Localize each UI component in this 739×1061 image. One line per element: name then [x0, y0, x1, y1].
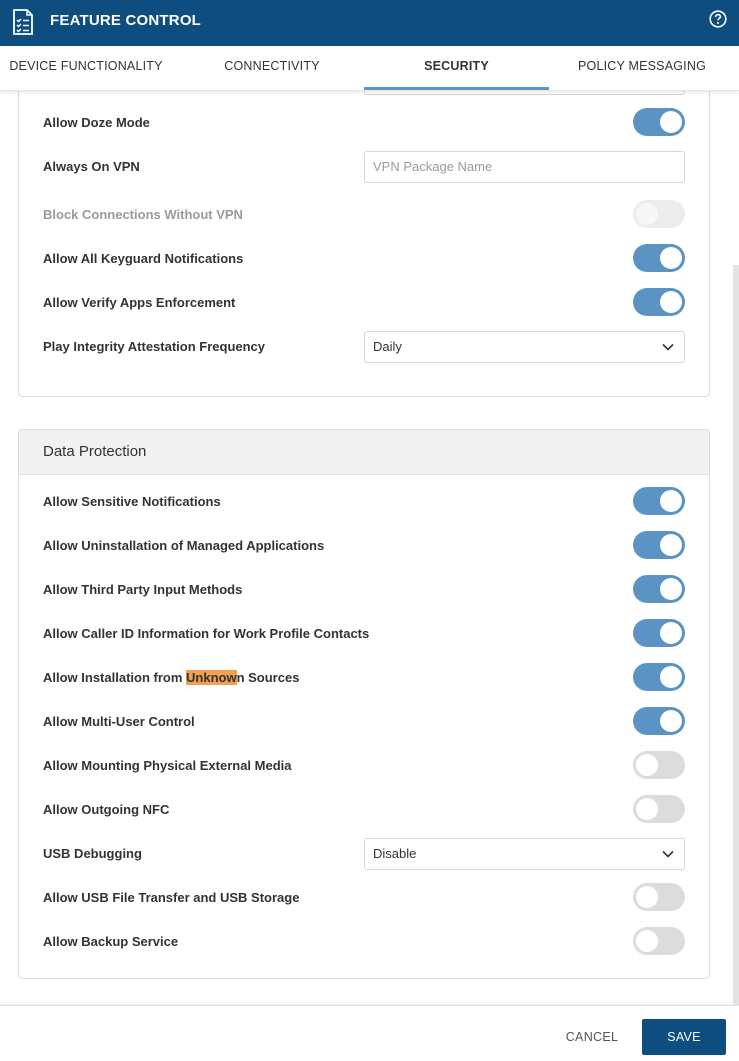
tab-bar [0, 46, 739, 91]
third-party-input-toggle[interactable] [633, 575, 685, 603]
toggle-knob [636, 798, 658, 820]
chevron-down-icon [662, 342, 674, 352]
verify-apps-toggle[interactable] [633, 288, 685, 316]
action-footer [0, 1005, 739, 1061]
toggle-knob [636, 930, 658, 952]
integrity-frequency-label: Play Integrity Attestation Frequency [43, 339, 266, 354]
verify-apps-row [43, 287, 685, 319]
block-connections-label: Block Connections Without VPN [43, 207, 243, 222]
unknown-sources-label-start: Allow Installation from [43, 670, 187, 685]
uninstall-managed-apps-toggle[interactable] [633, 531, 685, 559]
multi-user-toggle[interactable] [633, 707, 685, 735]
security-card [18, 60, 710, 397]
integrity-frequency-row [43, 331, 685, 363]
uninstall-managed-apps-row [43, 530, 685, 562]
usb-debugging-select[interactable] [364, 838, 685, 870]
page-title: FEATURE CONTROL [50, 12, 202, 29]
cancel-button[interactable]: CANCEL [565, 1030, 619, 1044]
usb-file-transfer-label: Allow USB File Transfer and USB Storage [43, 890, 300, 905]
sensitive-notifications-label: Allow Sensitive Notifications [43, 494, 221, 509]
multi-user-row [43, 706, 685, 738]
toggle-knob [660, 291, 682, 313]
outgoing-nfc-toggle[interactable] [633, 795, 685, 823]
multi-user-label: Allow Multi-User Control [43, 714, 195, 729]
block-connections-row [43, 199, 685, 231]
tab-security[interactable]: SECURITY [364, 46, 549, 90]
keyguard-notifications-toggle[interactable] [633, 244, 685, 272]
unknown-sources-row [43, 662, 685, 694]
doze-mode-row [43, 107, 685, 139]
integrity-frequency-select[interactable] [364, 331, 685, 363]
tab-connectivity[interactable]: CONNECTIVITY [224, 59, 320, 73]
unknown-sources-label-end: n Sources [236, 670, 300, 685]
unknown-sources-label [43, 662, 299, 694]
caller-id-toggle[interactable] [633, 619, 685, 647]
toggle-knob [660, 111, 682, 133]
caller-id-label: Allow Caller ID Information for Work Profile Contacts [43, 626, 370, 641]
toggle-knob [636, 886, 658, 908]
data-protection-card [18, 429, 710, 979]
external-media-toggle[interactable] [633, 751, 685, 779]
toggle-knob [660, 666, 682, 688]
verify-apps-label: Allow Verify Apps Enforcement [43, 295, 236, 310]
toggle-knob [636, 203, 658, 225]
vpn-package-name-input[interactable]: VPN Package Name [364, 151, 685, 183]
caller-id-row [43, 618, 685, 650]
toggle-knob [660, 578, 682, 600]
backup-service-row [43, 926, 685, 958]
chevron-down-icon [662, 849, 674, 859]
sensitive-notifications-row [43, 486, 685, 518]
outgoing-nfc-label: Allow Outgoing NFC [43, 802, 170, 817]
toggle-knob [660, 534, 682, 556]
always-on-vpn-row [43, 151, 685, 183]
usb-debugging-value: Disable [373, 846, 417, 861]
toggle-knob [660, 622, 682, 644]
app-header [0, 0, 739, 46]
outgoing-nfc-row [43, 794, 685, 826]
always-on-vpn-label: Always On VPN [43, 159, 140, 174]
uninstall-managed-apps-label: Allow Uninstallation of Managed Applications [43, 538, 325, 553]
help-circle-icon[interactable] [709, 10, 727, 28]
toggle-knob [660, 247, 682, 269]
usb-debugging-label: USB Debugging [43, 846, 142, 861]
unknown-sources-toggle[interactable] [633, 663, 685, 691]
tab-policy-messaging[interactable]: POLICY MESSAGING [577, 59, 706, 73]
backup-service-toggle[interactable] [633, 927, 685, 955]
usb-file-transfer-toggle[interactable] [633, 883, 685, 911]
toggle-knob [636, 754, 658, 776]
doze-mode-label: Allow Doze Mode [43, 115, 150, 130]
usb-debugging-row [43, 838, 685, 870]
tab-device-functionality[interactable]: DEVICE FUNCTIONALITY [9, 59, 163, 73]
block-connections-toggle[interactable] [633, 200, 685, 228]
external-media-label: Allow Mounting Physical External Media [43, 758, 292, 773]
toggle-knob [660, 710, 682, 732]
toggle-knob [660, 490, 682, 512]
scroll-content [0, 90, 739, 1005]
checklist-document-icon [12, 9, 34, 35]
keyguard-notifications-row [43, 243, 685, 275]
third-party-input-row [43, 574, 685, 606]
sensitive-notifications-toggle[interactable] [633, 487, 685, 515]
integrity-frequency-value: Daily [373, 339, 402, 354]
data-protection-title: Data Protection [19, 430, 709, 475]
usb-file-transfer-row [43, 882, 685, 914]
save-button[interactable]: SAVE [642, 1019, 726, 1055]
third-party-input-label: Allow Third Party Input Methods [43, 582, 243, 597]
doze-mode-toggle[interactable] [633, 108, 685, 136]
vertical-scrollbar[interactable] [733, 265, 739, 1005]
keyguard-notifications-label: Allow All Keyguard Notifications [43, 251, 244, 266]
search-highlight: Unknow [186, 670, 237, 685]
external-media-row [43, 750, 685, 782]
backup-service-label: Allow Backup Service [43, 934, 179, 949]
